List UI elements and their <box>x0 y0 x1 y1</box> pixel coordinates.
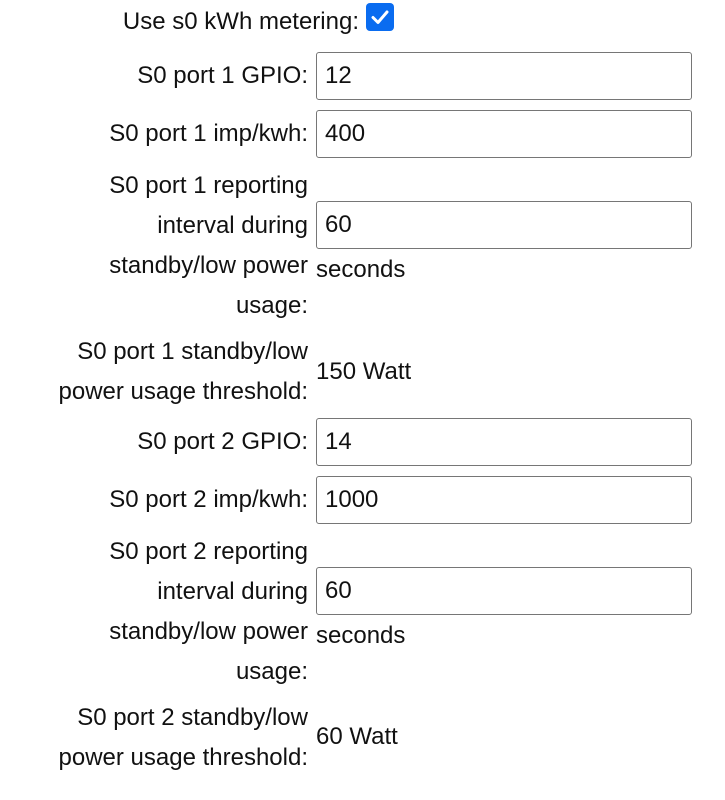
port2-gpio-row <box>0 418 725 466</box>
port1-interval-input[interactable] <box>316 201 692 249</box>
port1-interval-label-line3: standby/low power <box>109 252 308 279</box>
port2-imp-row <box>0 476 725 524</box>
port2-threshold-label-line2: power usage threshold: <box>58 744 308 771</box>
port1-threshold-label-line1: S0 port 1 standby/low <box>77 338 308 365</box>
port2-interval-input[interactable] <box>316 567 692 615</box>
port1-threshold-label-line2: power usage threshold: <box>58 378 308 405</box>
port1-gpio-input[interactable] <box>316 52 692 100</box>
port1-interval-unit: seconds <box>316 256 406 283</box>
port2-interval-label-line4: usage: <box>235 658 308 685</box>
port2-interval-label-line1: S0 port 2 reporting <box>109 538 308 565</box>
port2-threshold-row <box>0 698 725 778</box>
metering-checkbox[interactable] <box>366 3 394 31</box>
metering-label: Use s0 kWh metering: <box>122 8 359 35</box>
port2-interval-unit: seconds <box>316 622 406 649</box>
port2-gpio-input[interactable] <box>316 418 692 466</box>
port2-threshold-label-line1: S0 port 2 standby/low <box>77 704 308 731</box>
port1-imp-label: S0 port 1 imp/kwh: <box>109 120 308 147</box>
port1-imp-input[interactable] <box>316 110 692 158</box>
port2-interval-label-line2: interval during <box>157 578 308 605</box>
port2-imp-input[interactable] <box>316 476 692 524</box>
port1-gpio-label: S0 port 1 GPIO: <box>137 62 308 89</box>
port1-gpio-row <box>0 52 725 100</box>
port2-threshold-value: 60 Watt <box>316 723 398 750</box>
port1-threshold-value: 150 Watt <box>316 358 412 385</box>
port1-interval-label-line4: usage: <box>235 292 308 319</box>
port2-gpio-label: S0 port 2 GPIO: <box>137 428 308 455</box>
port2-imp-label: S0 port 2 imp/kwh: <box>109 486 308 513</box>
port2-interval-row <box>0 532 725 692</box>
port1-threshold-row <box>0 332 725 412</box>
port1-interval-row <box>0 166 725 326</box>
metering-row <box>0 0 725 40</box>
port1-interval-label-line2: interval during <box>157 212 308 239</box>
port2-interval-label-line3: standby/low power <box>109 618 308 645</box>
port1-imp-row <box>0 110 725 158</box>
checkmark-icon <box>369 6 391 28</box>
port1-interval-label-line1: S0 port 1 reporting <box>109 172 308 199</box>
